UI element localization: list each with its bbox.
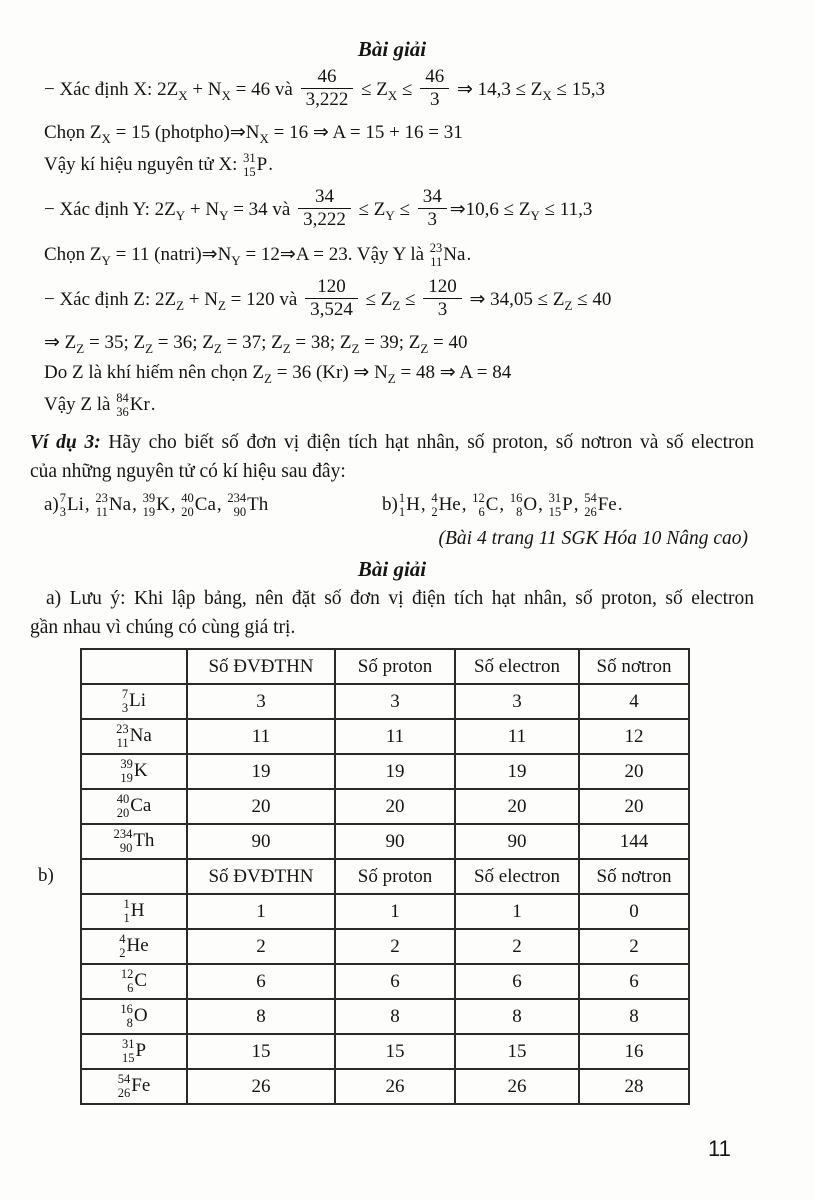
- table-row: [81, 1069, 689, 1104]
- text-fragment: ⇒ Z: [44, 332, 77, 353]
- nuclide-Kr: [116, 391, 150, 419]
- nuclide-cell: [81, 964, 187, 999]
- table-row: [81, 789, 689, 824]
- text-fragment: = 46 và: [230, 79, 298, 100]
- nuclide-numbers: 39 19: [142, 490, 156, 519]
- nuclide-numbers: 31 15: [121, 1036, 135, 1065]
- value-cell: 28: [579, 1069, 689, 1104]
- nuclide-Na: [95, 491, 131, 519]
- nuclide-numbers: 234 90: [113, 826, 133, 855]
- text-fragment: .: [150, 394, 156, 415]
- nuclide-cell: [81, 1069, 187, 1104]
- subscript: Z: [264, 370, 272, 386]
- element-symbol: Th: [133, 830, 155, 851]
- text-fragment: Vậy Z là: [44, 394, 116, 415]
- element-symbol: Na: [129, 725, 152, 746]
- column-header: [81, 649, 187, 684]
- text-fragment: = 35; Z: [84, 332, 146, 353]
- nuclide-numbers: 54 26: [584, 490, 597, 519]
- element-symbol: P: [562, 494, 573, 516]
- nuclide-P: [549, 491, 573, 519]
- text-fragment: ⇒ 34,05 ≤ Z: [464, 289, 565, 310]
- element-symbol: C: [134, 970, 148, 991]
- nuclide-cell: [81, 1034, 187, 1069]
- value-cell: 6: [455, 964, 579, 999]
- nuclide-numbers: 40 20: [116, 791, 130, 820]
- value-cell: 16: [579, 1034, 689, 1069]
- text-fragment: ⇒10,6 ≤ Z: [449, 199, 531, 220]
- value-cell: 20: [455, 789, 579, 824]
- text-fragment: = 37; Z: [221, 332, 283, 353]
- element-symbol: Li: [129, 690, 147, 711]
- nuclide-Ca: [181, 491, 216, 519]
- element-symbol: Kr: [129, 394, 150, 416]
- nuclide-cell: [81, 999, 187, 1034]
- element-symbol: Li: [67, 494, 84, 516]
- nuclide-numbers: 12 6: [120, 966, 134, 995]
- column-header: Số nơtron: [579, 649, 689, 684]
- subscript: Y: [219, 207, 229, 223]
- text-fragment: = 36 (Kr) ⇒ N: [271, 362, 388, 383]
- value-cell: 144: [579, 824, 689, 859]
- nuclide-numbers: 4 2: [119, 931, 126, 960]
- table-row: [81, 1034, 689, 1069]
- nuclide-numbers: 31 15: [243, 150, 256, 179]
- text-fragment: Do Z là khí hiếm nên chọn Z: [44, 362, 265, 383]
- value-cell: 6: [335, 964, 455, 999]
- text-fragment: b): [382, 494, 398, 515]
- example3-intro-line1: [30, 428, 754, 457]
- column-header: Số electron: [455, 859, 579, 894]
- text-fragment: ≤ 40: [572, 289, 612, 310]
- nuclide-cell: [81, 824, 187, 859]
- subscript: Z: [217, 297, 226, 313]
- nuclide-C: [121, 967, 147, 995]
- subscript: Z: [420, 340, 429, 356]
- element-symbol: P: [256, 154, 268, 176]
- text-fragment: = 11 (natri)⇒N: [110, 244, 232, 265]
- table-row: [81, 999, 689, 1034]
- value-cell: 8: [579, 999, 689, 1034]
- text-fragment: = 15 (photpho)⇒N: [110, 122, 260, 143]
- text-fragment: ,: [216, 494, 227, 515]
- text-fragment: .: [466, 244, 472, 265]
- nuclide-list-a: [44, 490, 269, 519]
- text-fragment: ≤ Z: [353, 199, 386, 220]
- nuclide-H: [399, 491, 420, 519]
- value-cell: 6: [187, 964, 335, 999]
- element-symbol: He: [438, 494, 461, 516]
- text-fragment: ≤ Z: [360, 289, 393, 310]
- nuclide-numbers: 4 2: [431, 490, 438, 519]
- table-header-row: [81, 859, 689, 894]
- value-cell: 1: [455, 894, 579, 929]
- element-symbol: Ca: [130, 795, 152, 816]
- table-row: [81, 894, 689, 929]
- table-b: [80, 858, 690, 1105]
- nuclide-numbers: 7 3: [121, 686, 129, 715]
- column-header: Số nơtron: [579, 859, 689, 894]
- subscript: X: [542, 87, 552, 103]
- nuclide-H: [124, 897, 145, 925]
- subscript: Z: [564, 297, 573, 313]
- subscript: Y: [101, 252, 111, 268]
- nuclide-numbers: 16 8: [509, 490, 523, 519]
- text-fragment: ≤ 11,3: [539, 199, 593, 220]
- element-symbol: Ca: [194, 494, 216, 516]
- value-cell: 15: [455, 1034, 579, 1069]
- nuclide-Fe: [584, 491, 617, 519]
- nuclide-numbers: 40 20: [181, 490, 194, 519]
- subscript: Z: [76, 340, 85, 356]
- element-symbol: Th: [247, 494, 269, 516]
- text-fragment: .: [268, 154, 273, 175]
- element-symbol: Fe: [131, 1075, 151, 1096]
- text-fragment: = 38; Z: [290, 332, 352, 353]
- subscript: Z: [145, 340, 154, 356]
- value-cell: 20: [335, 789, 455, 824]
- nuclide-numbers: 1 1: [123, 896, 130, 925]
- nuclide-numbers: 31 15: [548, 490, 562, 519]
- text-fragment: ,: [499, 494, 509, 515]
- nuclide-numbers: 54 26: [117, 1071, 131, 1100]
- value-cell: 26: [187, 1069, 335, 1104]
- nuclide-numbers: 23 11: [429, 240, 443, 269]
- math-line-x: [30, 62, 754, 118]
- nuclide-numbers: 23 11: [116, 721, 129, 750]
- nuclide-Th: [114, 827, 155, 855]
- subscript: X: [387, 87, 398, 103]
- value-cell: 11: [455, 719, 579, 754]
- table-row: [81, 719, 689, 754]
- text-fragment: = 39; Z: [359, 332, 421, 353]
- value-cell: 3: [335, 684, 455, 719]
- subscript: Y: [530, 207, 540, 223]
- nuclide-numbers: 12 6: [472, 490, 485, 519]
- text-fragment: .: [617, 494, 623, 515]
- value-cell: 19: [455, 754, 579, 789]
- text-fragment: ,: [420, 494, 431, 515]
- fraction: $\frac{46}{3,222}$: [301, 66, 354, 112]
- text-fragment: ,: [170, 494, 181, 515]
- subscript: Z: [213, 340, 222, 356]
- value-cell: 15: [187, 1034, 335, 1069]
- fraction: $\frac{120}{3}$: [423, 276, 462, 322]
- example3-heading: Ví dụ 3:: [30, 432, 101, 453]
- subscript: Z: [387, 370, 396, 386]
- table-a-container: [80, 648, 754, 860]
- text-fragment: ≤ Z: [356, 79, 388, 100]
- nuclide-Na: [430, 241, 466, 269]
- solution-title-2: Bài giải: [357, 557, 427, 581]
- text-fragment: ,: [538, 494, 548, 515]
- text-fragment: − Xác định Y: 2Z: [44, 199, 176, 220]
- column-header: Số electron: [455, 649, 579, 684]
- table-b-container: [38, 858, 754, 1105]
- subscript: Y: [385, 207, 395, 223]
- subscript: Y: [175, 207, 186, 223]
- value-cell: 2: [579, 929, 689, 964]
- table-b-label: b): [38, 865, 54, 886]
- table-row: [81, 684, 689, 719]
- text-fragment: ,: [573, 494, 584, 515]
- column-header: Số ĐVĐTHN: [187, 649, 335, 684]
- nuclide-numbers: 23 11: [95, 490, 108, 519]
- table-header-row: [81, 649, 689, 684]
- value-cell: 90: [187, 824, 335, 859]
- value-cell: 1: [187, 894, 335, 929]
- text-fragment: + N: [185, 199, 220, 220]
- value-cell: 3: [187, 684, 335, 719]
- value-cell: 1: [335, 894, 455, 929]
- fraction: $\frac{120}{3,524}$: [305, 276, 358, 322]
- text-fragment: = 34 và: [228, 199, 296, 220]
- element-symbol: H: [406, 494, 420, 516]
- example3-intro-line2: của những nguyên tử có kí hiệu sau đây:: [30, 461, 346, 482]
- element-symbol: O: [133, 1005, 148, 1026]
- subscript: Z: [392, 297, 401, 313]
- subscript: X: [178, 87, 188, 103]
- value-cell: 20: [187, 789, 335, 824]
- table-row: [81, 754, 689, 789]
- value-cell: 8: [187, 999, 335, 1034]
- column-header: [81, 859, 187, 894]
- note-line1: a) Lưu ý: Khi lập bảng, nên đặt số đơn vị điện tích hạt nhân, số proton, số electron: [46, 588, 754, 609]
- column-header: Số proton: [335, 649, 455, 684]
- nuclide-P: [243, 151, 267, 179]
- nuclide-numbers: 7 3: [59, 490, 67, 519]
- text-fragment: ,: [84, 494, 95, 515]
- nuclide-cell: [81, 754, 187, 789]
- fraction: $\frac{46}{3}$: [420, 66, 449, 112]
- line-result-z: [30, 388, 754, 422]
- solution-title-1: Bài giải: [357, 37, 427, 61]
- text-fragment: a): [44, 494, 59, 515]
- subscript: X: [101, 130, 111, 146]
- nuclide-Na: [116, 722, 152, 750]
- fraction: $\frac{34}{3,222}$: [298, 186, 351, 232]
- column-header: Số ĐVĐTHN: [187, 859, 335, 894]
- value-cell: 0: [579, 894, 689, 929]
- element-symbol: P: [135, 1040, 147, 1061]
- text-fragment: = 36; Z: [153, 332, 214, 353]
- subscript: Z: [176, 297, 185, 313]
- table-a: [80, 648, 690, 860]
- math-line-y: [30, 182, 754, 238]
- text-fragment: ≤: [397, 79, 418, 100]
- value-cell: 2: [455, 929, 579, 964]
- element-symbol: Fe: [597, 494, 617, 516]
- nuclide-cell: [81, 929, 187, 964]
- value-cell: 12: [579, 719, 689, 754]
- element-symbol: H: [130, 900, 145, 921]
- value-cell: 19: [187, 754, 335, 789]
- element-symbol: C: [485, 494, 499, 516]
- element-symbol: O: [523, 494, 538, 516]
- nuclide-numbers: 234 90: [227, 490, 247, 519]
- source-reference: (Bài 4 trang 11 SGK Hóa 10 Nâng cao): [438, 528, 748, 549]
- text-fragment: Chọn Z: [44, 122, 102, 143]
- line-choose-z: [30, 358, 754, 388]
- nuclide-list-line: [30, 486, 754, 524]
- text-fragment: ,: [132, 494, 142, 515]
- table-row: [81, 824, 689, 859]
- value-cell: 15: [335, 1034, 455, 1069]
- value-cell: 8: [455, 999, 579, 1034]
- nuclide-C: [472, 491, 498, 519]
- table-row: [81, 964, 689, 999]
- nuclide-Th: [227, 491, 268, 519]
- nuclide-O: [510, 491, 537, 519]
- value-cell: 2: [335, 929, 455, 964]
- nuclide-He: [119, 932, 148, 960]
- nuclide-Ca: [117, 792, 152, 820]
- value-cell: 8: [335, 999, 455, 1034]
- text-fragment: ,: [461, 494, 472, 515]
- table-row: [81, 929, 689, 964]
- text-fragment: − Xác định X: 2Z: [44, 79, 179, 100]
- nuclide-cell: [81, 789, 187, 824]
- fraction: $\frac{34}{3}$: [418, 186, 447, 232]
- nuclide-Li: [60, 491, 84, 519]
- element-symbol: K: [156, 494, 170, 516]
- nuclide-Li: [122, 687, 146, 715]
- subscript: Z: [282, 340, 291, 356]
- text-fragment: = 40: [428, 332, 468, 353]
- element-symbol: He: [126, 935, 149, 956]
- subscript: X: [221, 87, 231, 103]
- value-cell: 19: [335, 754, 455, 789]
- nuclide-cell: [81, 684, 187, 719]
- value-cell: 6: [579, 964, 689, 999]
- line-z-values: [30, 328, 754, 358]
- math-line-z: [30, 272, 754, 328]
- page-number: 11: [708, 1136, 731, 1161]
- text-fragment: ⇒ 14,3 ≤ Z: [452, 79, 543, 100]
- line-choose-x: [30, 118, 754, 148]
- nuclide-O: [120, 1002, 147, 1030]
- element-symbol: Na: [108, 494, 132, 516]
- nuclide-numbers: 1 1: [398, 490, 406, 519]
- nuclide-P: [122, 1037, 146, 1065]
- value-cell: 11: [187, 719, 335, 754]
- nuclide-numbers: 16 8: [120, 1001, 133, 1030]
- text-fragment: ≤ 15,3: [551, 79, 605, 100]
- text-fragment: = 48 ⇒ A = 84: [395, 362, 512, 383]
- text-fragment: Chọn Z: [44, 244, 102, 265]
- nuclide-Fe: [118, 1072, 151, 1100]
- example3-intro-text: Hãy cho biết số đơn vị điện tích hạt nhân, số proton, số nơtron và số electron: [100, 432, 754, 453]
- value-cell: 20: [579, 789, 689, 824]
- nuclide-He: [431, 491, 460, 519]
- note-line2: gần nhau vì chúng có cùng giá trị.: [30, 617, 296, 638]
- line-result-x: [30, 148, 754, 182]
- subscript: Z: [351, 340, 360, 356]
- text-fragment: ≤: [400, 289, 421, 310]
- nuclide-list-b: [382, 486, 622, 524]
- value-cell: 90: [335, 824, 455, 859]
- nuclide-K: [120, 757, 147, 785]
- text-fragment: = 16 ⇒ A = 15 + 16 = 31: [268, 122, 463, 143]
- subscript: X: [259, 130, 269, 146]
- value-cell: 3: [455, 684, 579, 719]
- value-cell: 11: [335, 719, 455, 754]
- value-cell: 26: [455, 1069, 579, 1104]
- text-fragment: − Xác định Z: 2Z: [44, 289, 177, 310]
- nuclide-numbers: 39 19: [120, 756, 133, 785]
- line-choose-y: [30, 238, 754, 272]
- column-header: Số proton: [335, 859, 455, 894]
- nuclide-cell: [81, 719, 187, 754]
- subscript: Y: [231, 252, 241, 268]
- value-cell: 26: [335, 1069, 455, 1104]
- element-symbol: Na: [443, 244, 466, 266]
- value-cell: 4: [579, 684, 689, 719]
- text-fragment: + N: [187, 79, 222, 100]
- text-fragment: Vậy kí hiệu nguyên tử X:: [44, 154, 243, 175]
- value-cell: 2: [187, 929, 335, 964]
- text-fragment: = 120 và: [225, 289, 303, 310]
- nuclide-K: [143, 491, 170, 519]
- value-cell: 20: [579, 754, 689, 789]
- nuclide-cell: [81, 894, 187, 929]
- nuclide-numbers: 84 36: [116, 390, 129, 419]
- element-symbol: K: [133, 760, 148, 781]
- text-fragment: = 12⇒A = 23. Vậy Y là: [240, 244, 429, 265]
- value-cell: 90: [455, 824, 579, 859]
- text-fragment: + N: [184, 289, 218, 310]
- text-fragment: ≤: [394, 199, 415, 220]
